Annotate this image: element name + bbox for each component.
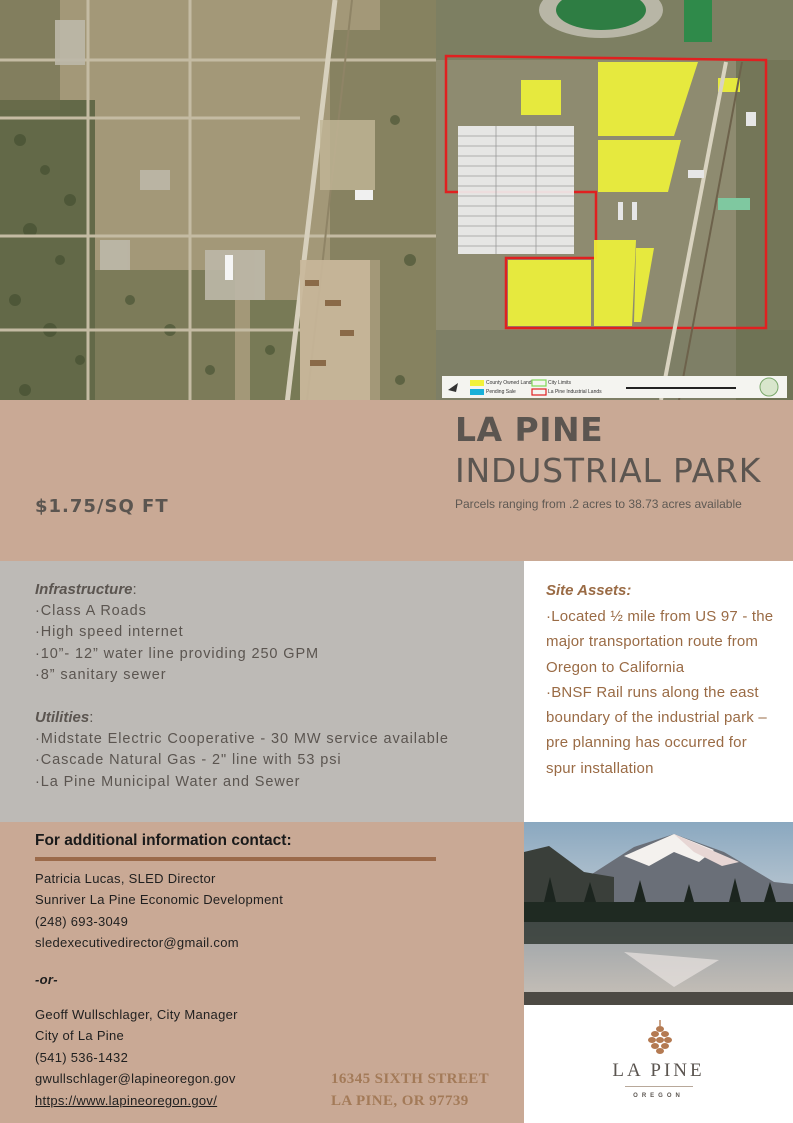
infrastructure-item: ·8” sanitary sewer <box>35 666 167 683</box>
contact2-org: City of La Pine <box>35 1028 125 1043</box>
infrastructure-heading: Infrastructure: <box>35 581 137 598</box>
infrastructure-item: ·High speed internet <box>35 624 184 641</box>
infrastructure-item: ·10”- 12” water line providing 250 GPM <box>35 645 320 662</box>
site-assets-heading: Site Assets: <box>546 582 632 599</box>
infrastructure-list <box>35 601 319 686</box>
logo-subtitle: OREGON <box>633 1093 684 1099</box>
site-map <box>436 0 793 400</box>
aerial-photo <box>0 0 436 463</box>
utilities-item: ·La Pine Municipal Water and Sewer <box>35 773 301 790</box>
contact1-phone: (248) 693-3049 <box>35 914 129 929</box>
parcels-subtitle: Parcels ranging from .2 acres to 38.73 acres available <box>455 497 742 511</box>
title-line1: LA PINE <box>455 410 604 449</box>
contact-heading: For additional information contact: <box>35 832 292 849</box>
contact1-name: Patricia Lucas, SLED Director <box>35 871 216 886</box>
contact2-email: gwullschlager@lapineoregon.gov <box>35 1071 236 1086</box>
address-block <box>331 1068 489 1112</box>
website-link[interactable]: https://www.lapineoregon.gov/ <box>35 1093 218 1108</box>
utilities-list <box>35 729 449 793</box>
utilities-item: ·Midstate Electric Cooperative - 30 MW service available <box>35 731 449 747</box>
infrastructure-item: ·Class A Roads <box>35 603 147 619</box>
utilities-heading: Utilities: <box>35 709 94 726</box>
logo-divider <box>625 1086 693 1087</box>
legend-pending: Pending Sale <box>486 389 516 395</box>
mountain-lake-photo <box>524 822 793 1005</box>
legend-county: County Owned Land <box>486 380 532 386</box>
site-assets-list <box>546 604 781 781</box>
divider <box>35 857 436 861</box>
logo-wordmark: LA PINE <box>612 1060 705 1081</box>
utilities-item: ·Cascade Natural Gas - 2" line with 53 psi <box>35 752 342 769</box>
contact1-email: sledexecutivedirector@gmail.com <box>35 935 239 950</box>
contact1-org: Sunriver La Pine Economic Development <box>35 892 284 907</box>
pinecone-icon <box>648 1020 672 1059</box>
or-separator: -or- <box>35 972 58 987</box>
title-line2: INDUSTRIAL PARK <box>455 451 762 490</box>
legend-city-limits: City Limits <box>548 380 572 386</box>
site-asset-item: ·BNSF Rail runs along the east boundary of the industrial park – pre planning has occurred for spur installation <box>546 683 767 777</box>
price-label: $1.75/SQ FT <box>35 496 169 517</box>
legend-industrial-lands: La Pine Industrial Lands <box>548 389 602 395</box>
address-line1: 16345 SIXTH STREET <box>331 1071 490 1087</box>
site-asset-item: ·Located ½ mile from US 97 - the major transportation route from Oregon to California <box>546 608 774 676</box>
contact2-phone: (541) 536-1432 <box>35 1050 129 1065</box>
contact2-name: Geoff Wullschlager, City Manager <box>35 1007 238 1022</box>
address-line2: LA PINE, OR 97739 <box>331 1093 469 1109</box>
